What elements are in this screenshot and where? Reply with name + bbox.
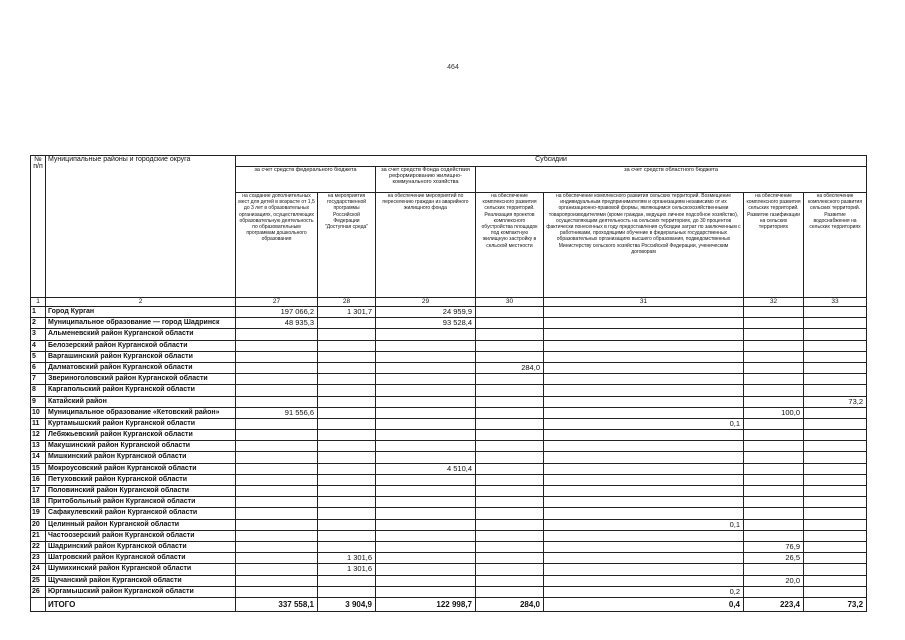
municipality-name: Шумихинский район Курганской области: [46, 564, 236, 575]
table-row: [31, 318, 867, 329]
amount-cell: [804, 497, 867, 508]
amount-cell: 0,2: [544, 586, 744, 597]
table-row: [31, 374, 867, 385]
table-row: [31, 452, 867, 463]
amount-cell: [476, 329, 544, 340]
amount-cell: [376, 351, 476, 362]
header-desc-28: на мероприятия государственной программы Российской Федерации "Доступная среда": [318, 193, 376, 298]
table-row: [31, 553, 867, 564]
amount-cell: [804, 430, 867, 441]
amount-cell: [804, 385, 867, 396]
row-number: 26: [31, 586, 46, 597]
amount-cell: [476, 541, 544, 552]
amount-cell: [744, 385, 804, 396]
municipality-name: Притобольный район Курганской области: [46, 497, 236, 508]
amount-cell: [804, 329, 867, 340]
municipality-name: Целинный район Курганской области: [46, 519, 236, 530]
amount-cell: [544, 329, 744, 340]
municipality-name: Муниципальное образование — город Шадринск: [46, 318, 236, 329]
amount-cell: [476, 340, 544, 351]
amount-cell: [376, 519, 476, 530]
table-row: [31, 385, 867, 396]
amount-cell: [744, 374, 804, 385]
row-number: 12: [31, 430, 46, 441]
amount-cell: [376, 508, 476, 519]
amount-cell: [318, 385, 376, 396]
amount-cell: 1 301,6: [318, 553, 376, 564]
amount-cell: [318, 463, 376, 474]
amount-cell: [804, 318, 867, 329]
amount-cell: [744, 486, 804, 497]
table-row: [31, 396, 867, 407]
amount-cell: [476, 418, 544, 429]
amount-cell: [544, 474, 744, 485]
amount-cell: [804, 519, 867, 530]
amount-cell: [804, 418, 867, 429]
amount-cell: [476, 530, 544, 541]
amount-cell: [318, 430, 376, 441]
amount-cell: [544, 318, 744, 329]
table-row: [31, 508, 867, 519]
amount-cell: 197 066,2: [236, 307, 318, 318]
amount-cell: 91 556,6: [236, 407, 318, 418]
municipality-name: Мокроусовский район Курганской области: [46, 463, 236, 474]
amount-cell: [376, 441, 476, 452]
total-amount-cell: 73,2: [804, 597, 867, 611]
amount-cell: 26,5: [744, 553, 804, 564]
amount-cell: [544, 340, 744, 351]
amount-cell: [744, 329, 804, 340]
row-number: 19: [31, 508, 46, 519]
amount-cell: [476, 575, 544, 586]
column-number: 30: [476, 298, 544, 307]
row-number: 17: [31, 486, 46, 497]
amount-cell: [476, 474, 544, 485]
amount-cell: [544, 452, 744, 463]
row-number: 23: [31, 553, 46, 564]
table-row: [31, 407, 867, 418]
amount-cell: [544, 497, 744, 508]
amount-cell: [376, 486, 476, 497]
total-amount-cell: 337 558,1: [236, 597, 318, 611]
amount-cell: [236, 340, 318, 351]
amount-cell: [744, 452, 804, 463]
amount-cell: [476, 463, 544, 474]
table-body: [31, 307, 867, 612]
header-municipality: Муниципальные районы и городские округа: [46, 156, 236, 298]
amount-cell: [236, 351, 318, 362]
amount-cell: [318, 374, 376, 385]
amount-cell: [744, 351, 804, 362]
total-label: ИТОГО: [46, 597, 236, 611]
amount-cell: [236, 463, 318, 474]
amount-cell: [318, 318, 376, 329]
amount-cell: [744, 463, 804, 474]
municipality-name: Петуховский район Курганской области: [46, 474, 236, 485]
amount-cell: [376, 553, 476, 564]
amount-cell: [318, 486, 376, 497]
amount-cell: [744, 586, 804, 597]
municipality-name: Макушинский район Курганской области: [46, 441, 236, 452]
total-amount-cell: 3 904,9: [318, 597, 376, 611]
row-number: 5: [31, 351, 46, 362]
header-source-fund: за счет средств Фонда содействия реформированию жилищно-коммунального хозяйства: [376, 167, 476, 193]
amount-cell: [544, 351, 744, 362]
amount-cell: [318, 530, 376, 541]
amount-cell: [744, 430, 804, 441]
amount-cell: [804, 463, 867, 474]
row-number: 6: [31, 362, 46, 373]
table-row: [31, 486, 867, 497]
amount-cell: [236, 474, 318, 485]
municipality-name: Варгашинский район Курганской области: [46, 351, 236, 362]
amount-cell: [804, 575, 867, 586]
amount-cell: [318, 418, 376, 429]
amount-cell: 20,0: [744, 575, 804, 586]
total-amount-cell: 122 998,7: [376, 597, 476, 611]
amount-cell: 93 528,4: [376, 318, 476, 329]
amount-cell: 0,1: [544, 519, 744, 530]
amount-cell: [476, 441, 544, 452]
municipality-name: Сафакулевский район Курганской области: [46, 508, 236, 519]
table-row: [31, 340, 867, 351]
amount-cell: [744, 564, 804, 575]
amount-cell: [318, 497, 376, 508]
amount-cell: [476, 385, 544, 396]
row-number: 22: [31, 541, 46, 552]
amount-cell: [544, 307, 744, 318]
table-row: [31, 519, 867, 530]
table-row: [31, 586, 867, 597]
amount-cell: [476, 486, 544, 497]
row-number: 1: [31, 307, 46, 318]
amount-cell: [236, 586, 318, 597]
amount-cell: [804, 530, 867, 541]
amount-cell: [376, 362, 476, 373]
column-number: 31: [544, 298, 744, 307]
amount-cell: [318, 508, 376, 519]
amount-cell: [376, 430, 476, 441]
amount-cell: [544, 553, 744, 564]
amount-cell: [236, 508, 318, 519]
amount-cell: [376, 396, 476, 407]
amount-cell: [236, 329, 318, 340]
amount-cell: [544, 430, 744, 441]
amount-cell: [804, 541, 867, 552]
amount-cell: [376, 530, 476, 541]
amount-cell: [804, 351, 867, 362]
table-row: [31, 575, 867, 586]
amount-cell: [376, 407, 476, 418]
amount-cell: [804, 508, 867, 519]
subsidies-table: [30, 155, 867, 612]
column-number: 29: [376, 298, 476, 307]
amount-cell: [744, 441, 804, 452]
amount-cell: [376, 564, 476, 575]
header-subsidies: Субсидии: [236, 156, 867, 167]
header-desc-27: на создание дополнительных мест для детей в возрасте от 1,5 до 3 лет в образовательных организациях, осуществляющих образовательную деятельность по образовательным программам дошкольного образования: [236, 193, 318, 298]
table-row: [31, 530, 867, 541]
amount-cell: [744, 362, 804, 373]
amount-cell: [804, 586, 867, 597]
column-number: 33: [804, 298, 867, 307]
amount-cell: [236, 396, 318, 407]
page-number: 464: [447, 64, 459, 71]
total-number-cell: [31, 597, 46, 611]
amount-cell: [744, 318, 804, 329]
amount-cell: 4 510,4: [376, 463, 476, 474]
amount-cell: [236, 553, 318, 564]
total-amount-cell: 284,0: [476, 597, 544, 611]
amount-cell: [476, 452, 544, 463]
amount-cell: [804, 374, 867, 385]
amount-cell: [318, 340, 376, 351]
row-number: 21: [31, 530, 46, 541]
amount-cell: 1 301,6: [318, 564, 376, 575]
amount-cell: [476, 430, 544, 441]
amount-cell: [544, 564, 744, 575]
amount-cell: [544, 541, 744, 552]
table-row: [31, 541, 867, 552]
row-number: 13: [31, 441, 46, 452]
table-row: [31, 463, 867, 474]
header-desc-33: на обеспечение комплексного развития сельских территорий. Развитие водоснабжения на сельских территориях: [804, 193, 867, 298]
amount-cell: [376, 329, 476, 340]
header-source-federal: за счет средств федерального бюджета: [236, 167, 376, 193]
municipality-name: Лебяжьевский район Курганской области: [46, 430, 236, 441]
column-number: 1: [31, 298, 46, 307]
row-number: 2: [31, 318, 46, 329]
row-number: 16: [31, 474, 46, 485]
header-source-regional: за счет средств областного бюджета: [476, 167, 867, 193]
row-number: 9: [31, 396, 46, 407]
amount-cell: [376, 374, 476, 385]
amount-cell: [476, 508, 544, 519]
amount-cell: [804, 407, 867, 418]
table-row: [31, 418, 867, 429]
amount-cell: [236, 452, 318, 463]
amount-cell: [318, 452, 376, 463]
amount-cell: [318, 407, 376, 418]
amount-cell: [376, 418, 476, 429]
amount-cell: [376, 541, 476, 552]
amount-cell: [236, 385, 318, 396]
amount-cell: [804, 564, 867, 575]
row-number: 7: [31, 374, 46, 385]
municipality-name: Альменевский район Курганской области: [46, 329, 236, 340]
amount-cell: [744, 418, 804, 429]
amount-cell: [804, 441, 867, 452]
column-number: 2: [46, 298, 236, 307]
municipality-name: Частоозерский район Курганской области: [46, 530, 236, 541]
amount-cell: [744, 307, 804, 318]
amount-cell: [236, 441, 318, 452]
header-desc-32: на обеспечение комплексного развития сельских территорий. Развитие газификации на сельских территориях: [744, 193, 804, 298]
row-number: 10: [31, 407, 46, 418]
total-row: [31, 597, 867, 611]
row-number: 24: [31, 564, 46, 575]
amount-cell: [318, 362, 376, 373]
table-row: [31, 307, 867, 318]
amount-cell: [744, 340, 804, 351]
amount-cell: [744, 396, 804, 407]
table-row: [31, 430, 867, 441]
amount-cell: [744, 519, 804, 530]
amount-cell: [476, 407, 544, 418]
amount-cell: [544, 374, 744, 385]
amount-cell: [804, 452, 867, 463]
total-amount-cell: 0,4: [544, 597, 744, 611]
total-amount-cell: 223,4: [744, 597, 804, 611]
amount-cell: [236, 564, 318, 575]
amount-cell: [476, 519, 544, 530]
amount-cell: [744, 474, 804, 485]
table-row: [31, 497, 867, 508]
amount-cell: [544, 362, 744, 373]
amount-cell: [376, 575, 476, 586]
amount-cell: 1 301,7: [318, 307, 376, 318]
table-row: [31, 329, 867, 340]
header-desc-31: на обеспечение комплексного развития сельских территорий. Возмещение индивидуальным предпринимателям и организациям независимо от их организационно-правовой формы, являющимся сельскохозяйственными товаропроизводителями (кроме граждан, ведущих личное подсобное хозяйство), осуществляющим деятельность на сельских территориях, до 30 процентов фактически понесенных в году предоставления субсидии затрат по заключенным с работниками, проходящими обучение в федеральных государственных образовательных организациях высшего образования, подведомственных Министерству сельского хозяйства Российской Федерации, ученическим договорам: [544, 193, 744, 298]
column-number: 28: [318, 298, 376, 307]
amount-cell: [744, 497, 804, 508]
amount-cell: [236, 530, 318, 541]
amount-cell: [804, 553, 867, 564]
municipality-name: Шатровский район Курганской области: [46, 553, 236, 564]
municipality-name: Каргапольский район Курганской области: [46, 385, 236, 396]
amount-cell: [744, 530, 804, 541]
amount-cell: 284,0: [476, 362, 544, 373]
amount-cell: [476, 497, 544, 508]
municipality-name: Далматовский район Курганской области: [46, 362, 236, 373]
amount-cell: [476, 318, 544, 329]
amount-cell: [804, 486, 867, 497]
row-number: 15: [31, 463, 46, 474]
amount-cell: [376, 497, 476, 508]
table-row: [31, 474, 867, 485]
amount-cell: [236, 430, 318, 441]
row-number: 11: [31, 418, 46, 429]
amount-cell: [744, 508, 804, 519]
amount-cell: [544, 441, 744, 452]
amount-cell: [236, 497, 318, 508]
amount-cell: [476, 553, 544, 564]
municipality-name: Город Курган: [46, 307, 236, 318]
row-number: 4: [31, 340, 46, 351]
amount-cell: [804, 474, 867, 485]
municipality-name: Мишкинский район Курганской области: [46, 452, 236, 463]
amount-cell: 0,1: [544, 418, 744, 429]
amount-cell: 48 935,3: [236, 318, 318, 329]
amount-cell: [476, 351, 544, 362]
amount-cell: [236, 374, 318, 385]
amount-cell: [804, 340, 867, 351]
amount-cell: [318, 586, 376, 597]
row-number: 8: [31, 385, 46, 396]
amount-cell: [318, 329, 376, 340]
municipality-name: Щучанский район Курганской области: [46, 575, 236, 586]
amount-cell: [376, 385, 476, 396]
amount-cell: 24 959,9: [376, 307, 476, 318]
amount-cell: [318, 441, 376, 452]
header-number: № п/п: [31, 156, 46, 298]
amount-cell: [236, 541, 318, 552]
amount-cell: 76,9: [744, 541, 804, 552]
amount-cell: [376, 452, 476, 463]
row-number: 3: [31, 329, 46, 340]
amount-cell: [236, 362, 318, 373]
municipality-name: Шадринский район Курганской области: [46, 541, 236, 552]
amount-cell: [544, 575, 744, 586]
amount-cell: [318, 541, 376, 552]
amount-cell: [376, 340, 476, 351]
amount-cell: [544, 530, 744, 541]
amount-cell: 100,0: [744, 407, 804, 418]
amount-cell: 73,2: [804, 396, 867, 407]
municipality-name: Муниципальное образование «Кетовский район»: [46, 407, 236, 418]
column-number: 27: [236, 298, 318, 307]
row-number: 18: [31, 497, 46, 508]
amount-cell: [236, 486, 318, 497]
amount-cell: [544, 486, 744, 497]
amount-cell: [544, 407, 744, 418]
municipality-name: Белозерский район Курганской области: [46, 340, 236, 351]
header-desc-30: на обеспечение комплексного развития сельских территорий. Реализация проектов комплексного обустройства площадок под компактную жилищную застройку в сельской местности: [476, 193, 544, 298]
municipality-name: Половинский район Курганской области: [46, 486, 236, 497]
row-number: 25: [31, 575, 46, 586]
amount-cell: [476, 307, 544, 318]
municipality-name: Катайский район: [46, 396, 236, 407]
amount-cell: [476, 586, 544, 597]
table-row: [31, 362, 867, 373]
row-number: 20: [31, 519, 46, 530]
amount-cell: [376, 586, 476, 597]
amount-cell: [544, 463, 744, 474]
table-row: [31, 351, 867, 362]
amount-cell: [476, 396, 544, 407]
amount-cell: [318, 351, 376, 362]
amount-cell: [236, 418, 318, 429]
amount-cell: [804, 307, 867, 318]
amount-cell: [236, 519, 318, 530]
amount-cell: [318, 474, 376, 485]
amount-cell: [544, 508, 744, 519]
amount-cell: [236, 575, 318, 586]
municipality-name: Звериноголовский район Курганской области: [46, 374, 236, 385]
amount-cell: [376, 474, 476, 485]
amount-cell: [544, 396, 744, 407]
amount-cell: [544, 385, 744, 396]
row-number: 14: [31, 452, 46, 463]
amount-cell: [476, 374, 544, 385]
amount-cell: [318, 396, 376, 407]
table-row: [31, 564, 867, 575]
column-number: 32: [744, 298, 804, 307]
amount-cell: [804, 362, 867, 373]
amount-cell: [318, 519, 376, 530]
amount-cell: [318, 575, 376, 586]
header-desc-29: на обеспечение мероприятий по переселению граждан из аварийного жилищного фонда: [376, 193, 476, 298]
municipality-name: Юргамышский район Курганской области: [46, 586, 236, 597]
municipality-name: Куртамышский район Курганской области: [46, 418, 236, 429]
table-row: [31, 441, 867, 452]
amount-cell: [476, 564, 544, 575]
